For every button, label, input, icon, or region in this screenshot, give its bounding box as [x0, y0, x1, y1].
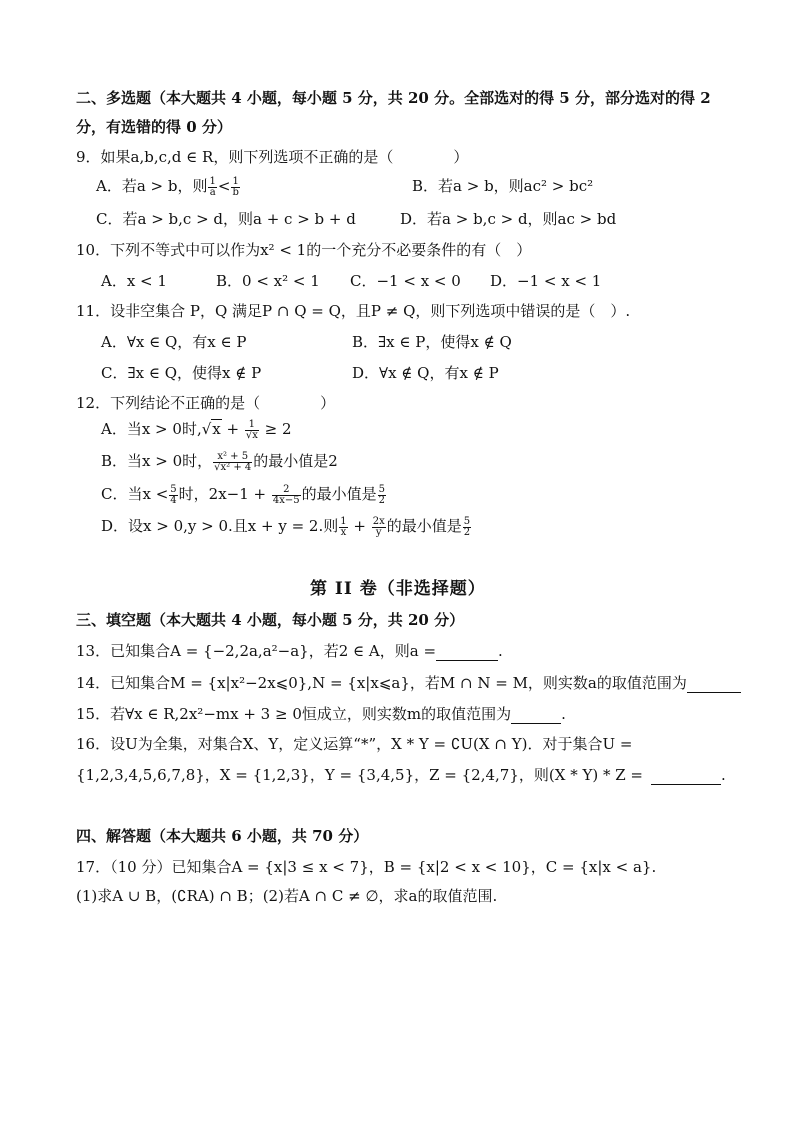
option-c-mid: 时，2x−1 + [178, 485, 271, 503]
question-14-text: 14．已知集合M = {x|x²−2x⩽0},N = {x|x⩽a}，若M ∩ N = M，则实数a的取值范围为 [76, 674, 687, 692]
question-16-line-1: 16．设U为全集，对集合X、Y，定义运算“*”，X * Y = ∁U(X ∩ Y)．对于集合U = [76, 735, 633, 753]
question-12-stem: 12．下列结论不正确的是（ ） [76, 394, 336, 412]
section-3-heading: 三、填空题（本大题共 4 小题，每小题 5 分，共 20 分） [76, 611, 465, 629]
question-14 [76, 673, 741, 693]
question-10-option-a: A．x < 1 [101, 272, 167, 290]
fraction-1-over-sqrt-x [245, 420, 259, 441]
fraction-5-over-4 [169, 485, 177, 506]
question-9-stem: 9．如果a,b,c,d ∈ R，则下列选项不正确的是（ ） [76, 148, 469, 166]
option-c-text: C．当x < [101, 485, 169, 503]
question-17-line-2: (1)求A ∪ B，(∁RA) ∩ B；(2)若A ∩ C ≠ ∅，求a的取值范围. [76, 887, 498, 905]
section-2-heading-line-1: 二、多选题（本大题共 4 小题，每小题 5 分，共 20 分。全部选对的得 5 分，部分选对的得 2 [76, 89, 711, 107]
fraction-b [213, 452, 252, 473]
option-d-text: D．设x > 0,y > 0.且x + y = 2.则 [101, 517, 339, 535]
fraction-2-over-4x-5 [272, 485, 301, 506]
numerator: 1 [209, 175, 216, 187]
period: . [498, 642, 503, 660]
question-12-option-b [101, 451, 338, 473]
question-11-stem: 11．设非空集合 P，Q 满足P ∩ Q = Q，且P ≠ Q，则下列选项中错误的是（ ）. [76, 302, 631, 320]
question-10-option-c: C．−1 < x < 0 [350, 272, 461, 290]
numerator: x² + 5 [213, 452, 252, 463]
numerator: 1 [340, 515, 347, 527]
answer-blank [436, 660, 498, 661]
question-13-text: 13．已知集合A = {−2,2a,a²−a}，若2 ∈ A，则a = [76, 642, 437, 660]
question-12-option-a [101, 419, 292, 441]
question-17-line-1: 17．（10 分）已知集合A = {x|3 ≤ x < 7}，B = {x|2 < x < 10}，C = {x|x < a}. [76, 858, 657, 876]
question-9-option-c: C．若a > b,c > d，则a + c > b + d [96, 210, 356, 228]
question-10-option-d: D．−1 < x < 1 [490, 272, 602, 290]
numerator: 5 [170, 483, 177, 495]
fraction-1-over-x [339, 517, 347, 538]
question-16-text: {1,2,3,4,5,6,7,8}，X = {1,2,3}，Y = {3,4,5}，Z = {2,4,7}，则(X * Y) * Z = [76, 766, 644, 784]
numerator: 1 [232, 175, 239, 187]
part-2-title: 第 II 卷（非选择题） [310, 579, 486, 599]
question-9-option-d: D．若a > b,c > d，则ac > bd [400, 210, 617, 228]
question-11-option-c: C．∃x ∈ Q，使得x ∉ P [101, 364, 262, 382]
denominator: 4 [170, 494, 177, 506]
fraction-1-over-b [231, 177, 239, 198]
denominator: a [209, 186, 216, 198]
option-d-tail: 的最小值是 [386, 517, 462, 535]
question-16-line-2 [76, 765, 726, 785]
sqrt-symbol: √ [201, 420, 212, 438]
denominator: 2 [463, 526, 471, 538]
section-2-heading-line-2: 分，有选错的得 0 分） [76, 118, 232, 136]
denominator: 2 [378, 494, 386, 506]
question-11-option-b: B．∃x ∈ P，使得x ∉ Q [352, 333, 512, 351]
plus-sign: + [348, 517, 371, 535]
denominator: y [375, 526, 382, 538]
numerator: 2 [272, 485, 301, 496]
fraction-1-over-a [208, 177, 216, 198]
question-11-option-d: D．∀x ∉ Q，有x ∉ P [352, 364, 499, 382]
question-15 [76, 704, 566, 724]
denominator: x [340, 526, 347, 538]
fraction-5-over-2 [378, 485, 386, 506]
radicand: x [212, 420, 221, 438]
denominator: b [232, 186, 239, 198]
question-12-option-c [101, 484, 387, 506]
period: . [721, 766, 726, 784]
option-b-text: B．当x > 0时， [101, 452, 213, 470]
option-a-tail: ≥ 2 [259, 420, 292, 438]
section-4-heading: 四、解答题（本大题共 6 小题，共 70 分） [76, 827, 369, 845]
answer-blank [687, 692, 741, 693]
numerator: 5 [378, 483, 386, 495]
question-9-option-a [96, 176, 241, 198]
fraction-5-over-2 [463, 517, 471, 538]
answer-blank [651, 784, 721, 785]
question-12-option-d [101, 516, 472, 538]
less-than-sign: < [217, 177, 231, 195]
numerator: 5 [463, 515, 471, 527]
question-11-option-a: A．∀x ∈ Q，有x ∈ P [101, 333, 247, 351]
question-9-option-b: B．若a > b，则ac² > bc² [412, 177, 594, 195]
denominator: √x² + 4 [214, 461, 252, 473]
option-c-tail: 的最小值是 [301, 485, 377, 503]
question-13 [76, 641, 503, 661]
question-10-option-b: B．0 < x² < 1 [216, 272, 320, 290]
question-10-stem: 10．下列不等式中可以作为x² < 1的一个充分不必要条件的有（ ） [76, 241, 532, 259]
denominator: √x [245, 429, 258, 441]
plus-sign: + [221, 420, 244, 438]
numerator: 1 [245, 420, 259, 431]
numerator: 2x [372, 515, 385, 527]
period: . [561, 705, 566, 723]
answer-blank [511, 723, 561, 724]
option-b-tail: 的最小值是2 [253, 452, 338, 470]
question-15-text: 15．若∀x ∈ R,2x²−mx + 3 ≥ 0恒成立，则实数m的取值范围为 [76, 705, 512, 723]
option-a-text: A．若a > b，则 [96, 177, 208, 195]
option-a-text: A．当x > 0时, [101, 420, 202, 438]
fraction-2x-over-y [372, 517, 386, 538]
denominator: 4x−5 [272, 494, 300, 506]
